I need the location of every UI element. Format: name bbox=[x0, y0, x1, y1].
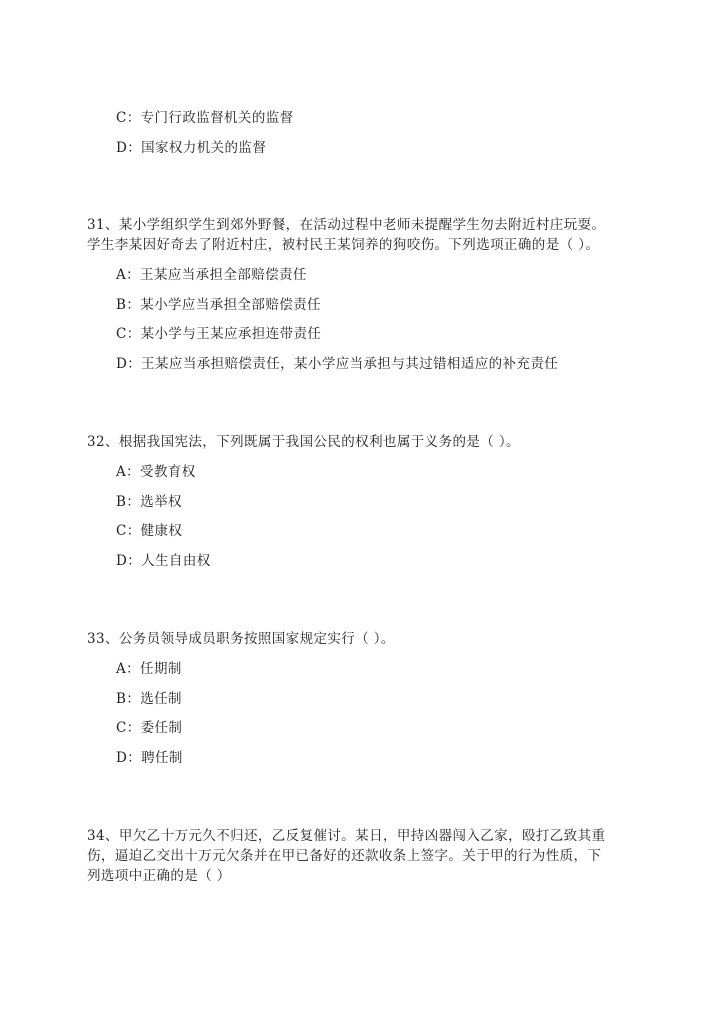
question-33-option-d: D：聘任制 bbox=[116, 750, 183, 766]
question-31-option-d: D：王某应当承担赔偿责任，某小学应当承担与其过错相适应的补充责任 bbox=[116, 356, 559, 372]
question-32-option-d: D：人生自由权 bbox=[116, 553, 211, 569]
question-33-option-b: B：选任制 bbox=[116, 691, 182, 707]
question-32-option-b: B：选举权 bbox=[116, 494, 182, 510]
question-31-option-a: A：王某应当承担全部赔偿责任 bbox=[116, 267, 307, 283]
question-31-stem-line-2: 学生李某因好奇去了附近村庄，被村民王某饲养的狗咬伤。下列选项正确的是（ ）。 bbox=[87, 237, 600, 253]
question-31-option-c: C：某小学与王某应承担连带责任 bbox=[116, 326, 322, 342]
question-32-option-c: C：健康权 bbox=[116, 523, 183, 539]
question-33-option-c: C：委任制 bbox=[116, 720, 183, 736]
question-33-stem: 33、公务员领导成员职务按照国家规定实行（ ）。 bbox=[87, 631, 395, 647]
question-34-stem-line-3: 列选项中正确的是（ ） bbox=[87, 868, 231, 884]
option-c: C：专门行政监督机关的监督 bbox=[116, 110, 294, 126]
option-d: D：国家权力机关的监督 bbox=[116, 140, 267, 156]
question-33-option-a: A：任期制 bbox=[116, 661, 182, 677]
question-31-stem-line-1: 31、某小学组织学生到郊外野餐，在活动过程中老师未提醒学生勿去附近村庄玩耍。 bbox=[87, 217, 606, 233]
question-31-option-b: B：某小学应当承担全部赔偿责任 bbox=[116, 297, 321, 313]
question-32-stem: 32、根据我国宪法，下列既属于我国公民的权利也属于义务的是（ ）。 bbox=[87, 434, 520, 450]
question-32-option-a: A：受教育权 bbox=[116, 464, 196, 480]
question-34-stem-line-2: 伤，逼迫乙交出十万元欠条并在甲已备好的还款收条上签字。关于甲的行为性质，下 bbox=[87, 848, 602, 864]
question-34-stem-line-1: 34、甲欠乙十万元久不归还，乙反复催讨。某日，甲持凶器闯入乙家，殴打乙致其重 bbox=[87, 828, 606, 844]
